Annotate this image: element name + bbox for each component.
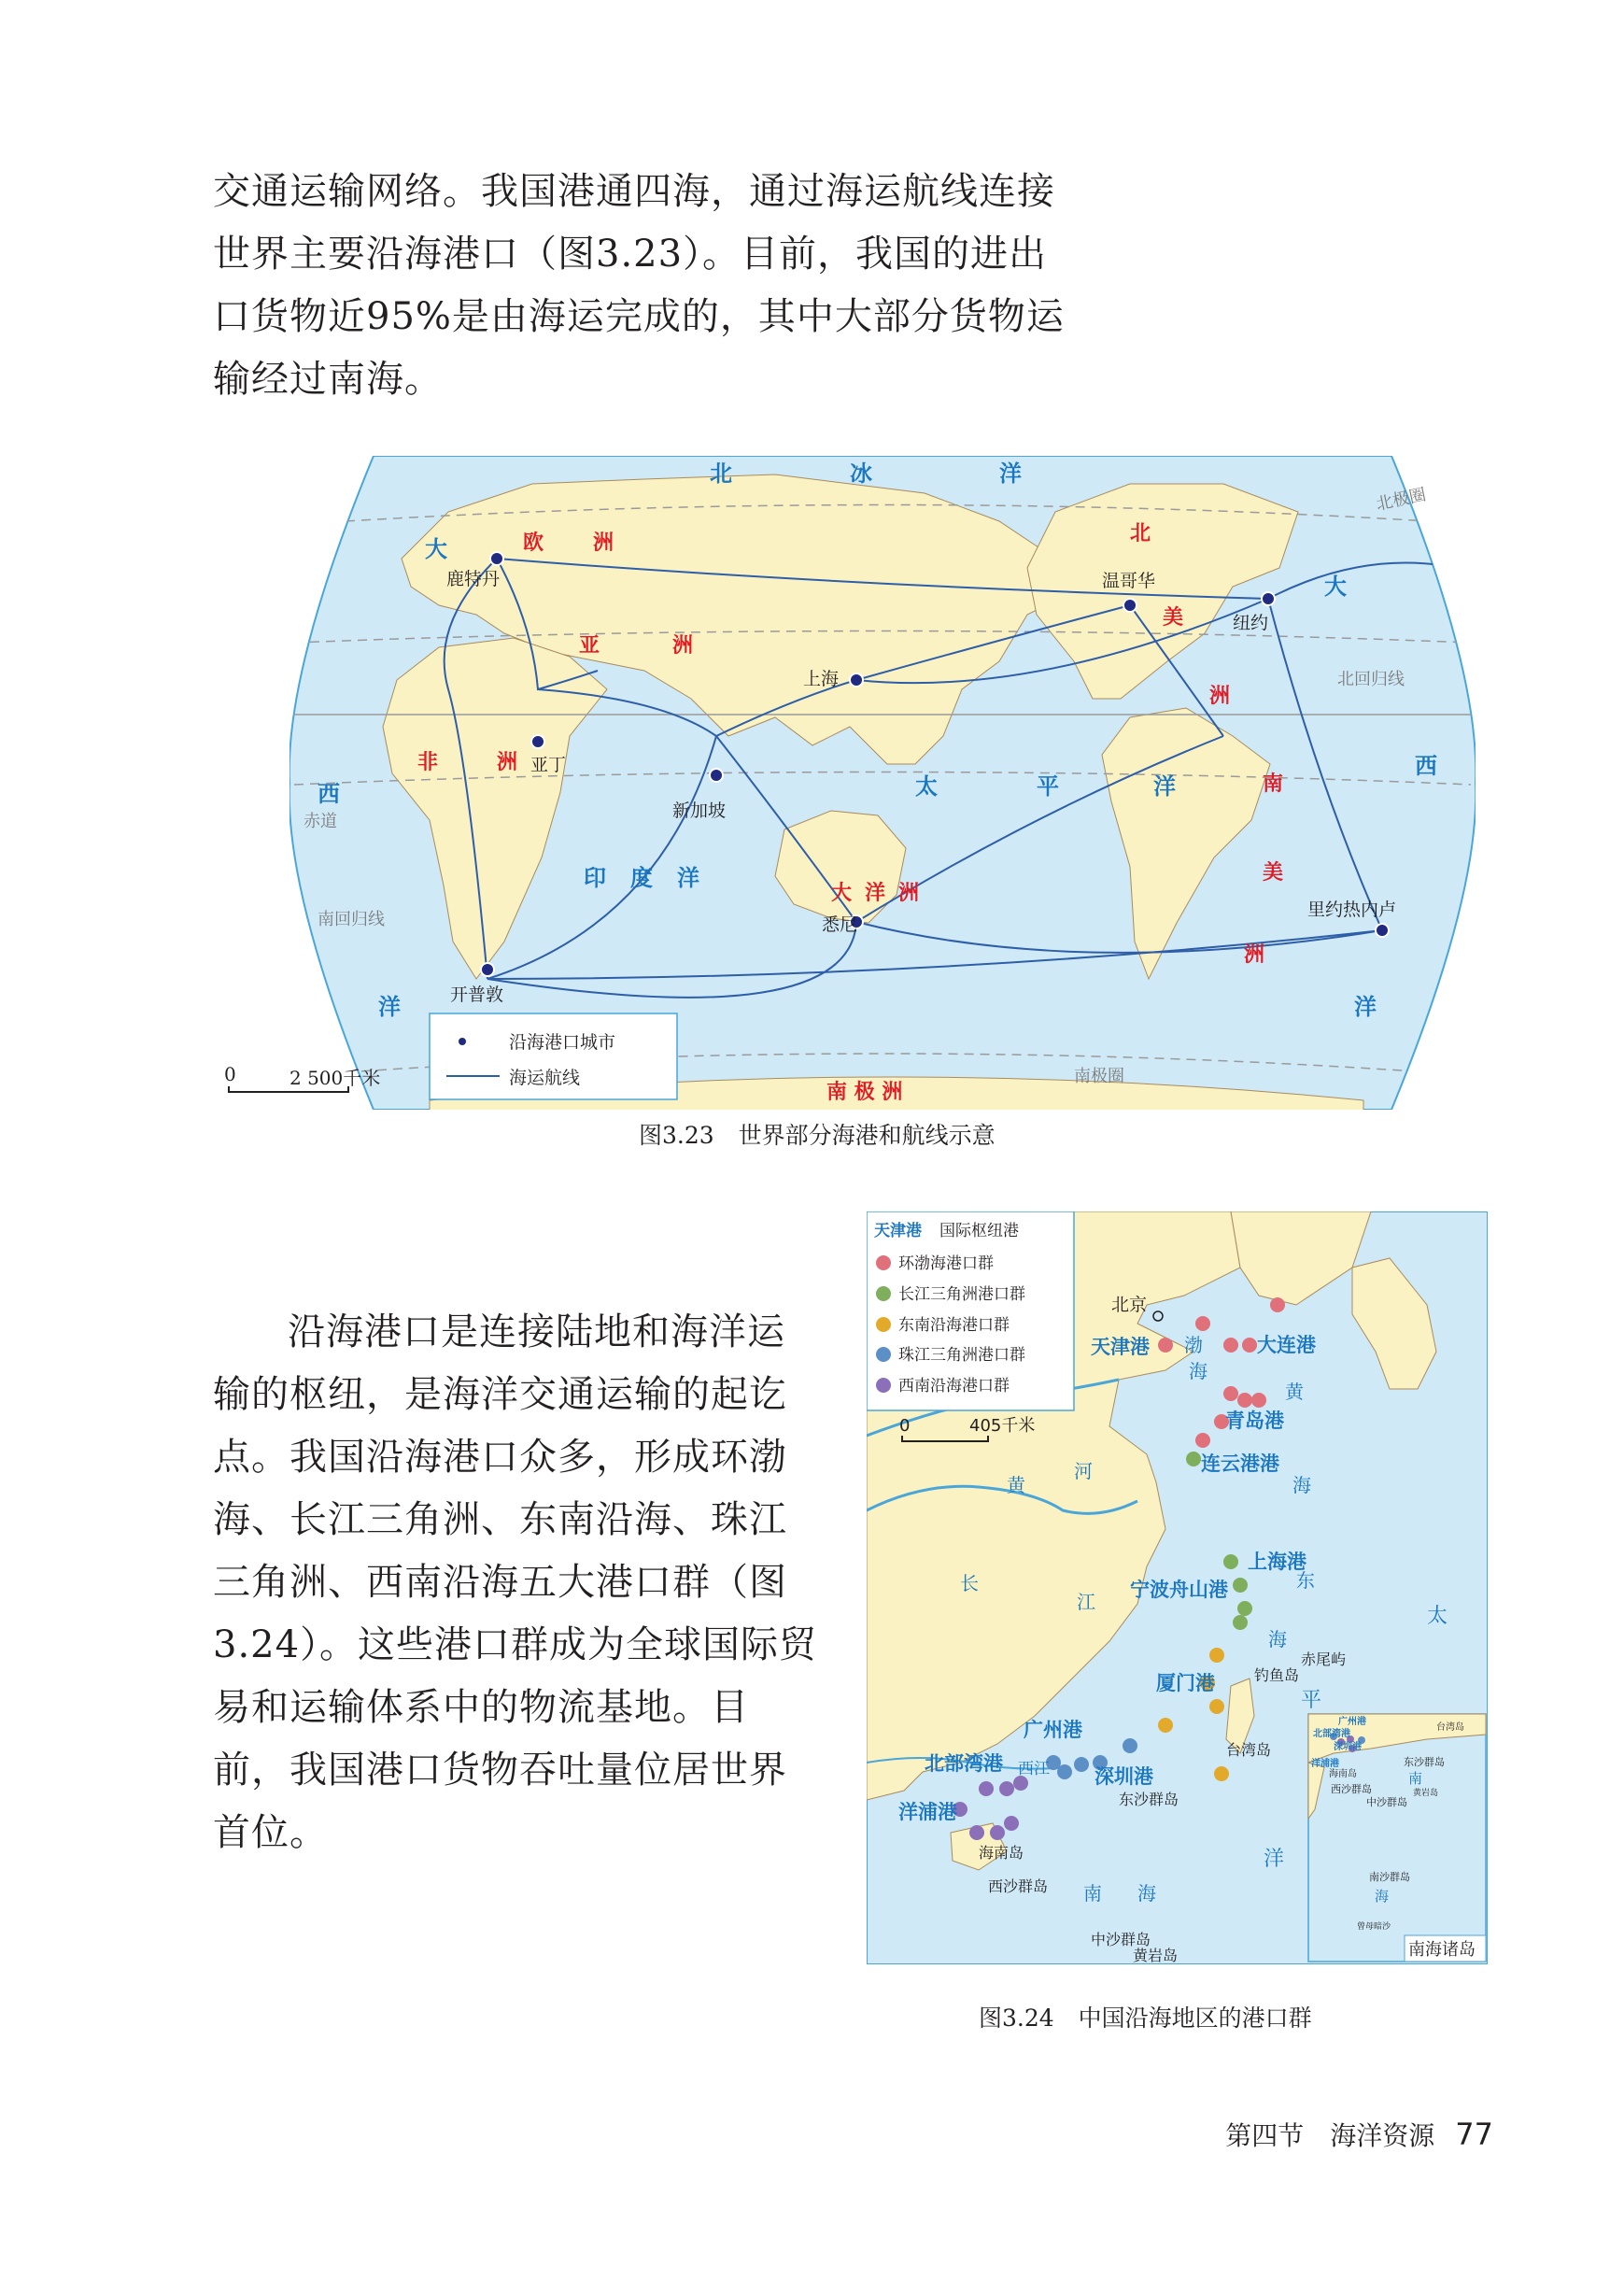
legend-group: 珠江三角洲港口群 xyxy=(898,1346,1025,1365)
port-label: 青岛港 xyxy=(1225,1410,1284,1432)
water-label: 海 xyxy=(1137,1882,1156,1905)
port-label: 纽约 xyxy=(1233,613,1269,633)
place-label: 西沙群岛 xyxy=(988,1877,1049,1895)
water-label: 河 xyxy=(1074,1460,1093,1482)
inset-label: 深圳港 xyxy=(1334,1742,1362,1752)
water-label: 太 xyxy=(1427,1605,1448,1628)
port-singapore-dot xyxy=(710,769,723,782)
figure2-caption xyxy=(979,2000,1312,2033)
figure1-caption xyxy=(639,1117,996,1151)
legend-group: 东南沿海港口群 xyxy=(898,1316,1010,1335)
ocean-label: 洋 xyxy=(1354,994,1377,1020)
ocean-label: 冰 xyxy=(850,460,872,487)
scale-distance: 2 500千米 xyxy=(289,1067,381,1089)
inset-water-label: 海 xyxy=(1375,1888,1390,1905)
body-paragraph-2: 沿海港口是连接陆地和海洋运输的枢纽，是海洋交通运输的起讫点。我国沿海港口众多，形成环渤海、长江三角洲、东南沿海、珠江三角洲、西南沿海五大港口群（图3.24）。这些港口群成为全球国际贸易和运输体系中的物流基地。目前，我国港口货物吞吐量位居世界首位。 xyxy=(213,1310,818,1854)
body-paragraph-1: 交通运输网络。我国港通四海，通过海运航线连接世界主要沿海港口（图3.23）。目前，我国的进出口货物近95%是由海运完成的，其中大部分货物运输经过南海。 xyxy=(213,170,1065,401)
port-label: 广州港 xyxy=(1024,1719,1082,1741)
world-map xyxy=(289,456,1476,1110)
ocean-label: 度 xyxy=(630,865,653,891)
footer-section: 第四节 海洋资源 xyxy=(1225,2120,1435,2151)
ocean-label: 西 xyxy=(1415,753,1437,779)
port-label: 天津港 xyxy=(1091,1336,1150,1358)
continent-label: 非 xyxy=(417,751,439,774)
figure1-number: 图3.23 xyxy=(639,1122,714,1149)
place-label: 中沙群岛 xyxy=(1091,1931,1151,1948)
scale2-distance: 405千米 xyxy=(969,1416,1036,1436)
legend-hub-example: 天津港 xyxy=(874,1222,922,1240)
port-vancouver-dot xyxy=(1123,599,1137,612)
port-shanghai-dot xyxy=(850,673,863,687)
continent-label: 洲 xyxy=(497,751,518,774)
port-rio-dot xyxy=(1376,924,1389,937)
inset-label: 曾母暗沙 xyxy=(1357,1922,1391,1932)
continent-label: 洲 xyxy=(672,634,694,658)
water-label: 长 xyxy=(960,1572,979,1594)
port-label: 温哥华 xyxy=(1102,571,1156,591)
scale-bar-1 xyxy=(224,1063,402,1091)
latitude-label: 北回归线 xyxy=(1337,670,1405,689)
water-label: 黄 xyxy=(1285,1381,1304,1403)
water-label: 海 xyxy=(1292,1474,1311,1496)
south-sea-inset xyxy=(1308,1714,1486,1962)
continent-label: 大 xyxy=(831,882,853,905)
map-legend xyxy=(430,1013,677,1099)
figure1-title: 世界部分海港和航线示意 xyxy=(738,1122,996,1149)
port-new-york-dot xyxy=(1262,592,1275,605)
place-label: 东沙群岛 xyxy=(1119,1791,1179,1808)
continent-label: 亚 xyxy=(579,634,600,658)
continent-label: 洲 xyxy=(1209,685,1231,708)
water-label: 江 xyxy=(1077,1591,1095,1613)
port-label: 鹿特丹 xyxy=(446,569,501,589)
inset-label: 台湾岛 xyxy=(1436,1722,1464,1733)
inset-label: 广州港 xyxy=(1338,1717,1366,1727)
water-label: 南 xyxy=(1083,1882,1102,1905)
port-label: 厦门港 xyxy=(1156,1672,1215,1694)
port-label: 上海 xyxy=(803,669,840,689)
port-cape-town-dot xyxy=(481,963,494,976)
legend-port-label: 沿海港口城市 xyxy=(509,1032,616,1053)
page-number: 77 xyxy=(1455,2117,1493,2152)
ocean-label: 大 xyxy=(425,536,447,562)
water-label: 海 xyxy=(1268,1628,1287,1650)
water-label: 东 xyxy=(1296,1569,1315,1592)
ocean-label: 大 xyxy=(1324,574,1347,600)
ocean-label: 洋 xyxy=(378,994,401,1020)
inset-label: 黄岩岛 xyxy=(1413,1789,1439,1798)
water-label: 海 xyxy=(1189,1360,1207,1382)
continent-label: 洲 xyxy=(593,531,614,555)
water-label: 平 xyxy=(1301,1689,1322,1712)
inset-label: 洋浦港 xyxy=(1311,1759,1339,1769)
port-label: 亚丁 xyxy=(530,755,567,775)
latitude-label: 赤道 xyxy=(304,812,337,831)
water-label: 西江 xyxy=(1018,1760,1050,1778)
place-label: 钓鱼岛 xyxy=(1254,1666,1300,1684)
ocean-label: 北 xyxy=(710,460,732,487)
port-label: 上海港 xyxy=(1248,1551,1306,1573)
ocean-label: 洋 xyxy=(999,460,1022,487)
inset-label: 西沙群岛 xyxy=(1331,1783,1372,1795)
port-label: 深圳港 xyxy=(1094,1765,1153,1788)
water-label: 黄 xyxy=(1007,1474,1025,1496)
continent-label: 洲 xyxy=(898,882,920,905)
port-label: 洋浦港 xyxy=(898,1801,957,1823)
port-aden-dot xyxy=(531,735,544,748)
port-label: 大连港 xyxy=(1257,1334,1316,1356)
continent-label: 北 xyxy=(1130,522,1151,545)
latitude-label: 南极圈 xyxy=(1074,1067,1124,1086)
water-label: 洋 xyxy=(1264,1848,1285,1871)
scale-zero: 0 xyxy=(224,1063,236,1085)
continent-label: 南 极 洲 xyxy=(826,1081,903,1104)
inset-label: 海南岛 xyxy=(1329,1769,1357,1779)
continent-label: 美 xyxy=(1163,606,1184,630)
ocean-label: 洋 xyxy=(677,865,699,891)
ocean-label: 洋 xyxy=(1153,773,1176,800)
port-label: 连云港港 xyxy=(1201,1452,1279,1475)
china-ports-map xyxy=(867,1211,1488,1964)
legend-route-label: 海运航线 xyxy=(509,1068,581,1088)
place-label: 台湾岛 xyxy=(1226,1741,1272,1759)
port-label: 里约热内卢 xyxy=(1307,900,1397,920)
inset-label: 北部湾港 xyxy=(1313,1729,1350,1739)
continent-label: 欧 xyxy=(523,531,544,555)
port-label: 悉尼 xyxy=(822,914,858,935)
legend-group: 西南沿海港口群 xyxy=(898,1377,1010,1395)
inset-water-label: 南 xyxy=(1408,1770,1423,1787)
inset-label: 中沙群岛 xyxy=(1366,1796,1407,1808)
continent-label: 南 xyxy=(1263,772,1284,796)
latitude-label: 南回归线 xyxy=(318,910,385,929)
page-footer xyxy=(1225,2116,1493,2153)
legend-group: 长江三角洲港口群 xyxy=(898,1285,1025,1304)
ocean-label: 西 xyxy=(318,781,340,807)
ocean-label: 平 xyxy=(1037,773,1059,800)
port-label: 新加坡 xyxy=(672,800,727,821)
port-rotterdam-dot xyxy=(490,552,503,565)
continent-label: 美 xyxy=(1263,861,1284,885)
port-label: 北部湾港 xyxy=(925,1752,1003,1775)
inset-title: 南海诸岛 xyxy=(1408,1940,1476,1960)
latitude-label: 北极圈 xyxy=(1374,485,1428,515)
place-label: 赤尾屿 xyxy=(1301,1650,1347,1668)
water-label: 渤 xyxy=(1184,1334,1203,1356)
figure2-title: 中国沿海地区的港口群 xyxy=(1078,2005,1312,2032)
place-label: 海南岛 xyxy=(979,1844,1024,1862)
legend-group: 环渤海港口群 xyxy=(898,1254,994,1273)
place-label: 黄岩岛 xyxy=(1133,1947,1179,1964)
figure2-number: 图3.24 xyxy=(979,2005,1054,2032)
ocean-label: 印 xyxy=(584,865,606,891)
inset-label: 南沙群岛 xyxy=(1369,1871,1410,1883)
port-label: 宁波舟山港 xyxy=(1130,1579,1228,1601)
continent-label: 洲 xyxy=(1244,943,1265,967)
ports-legend xyxy=(867,1211,1074,1410)
scale2-zero: 0 xyxy=(899,1416,911,1436)
port-label: 开普敦 xyxy=(450,985,504,1005)
continent-label: 洋 xyxy=(865,882,886,905)
legend-hub-label: 国际枢纽港 xyxy=(939,1222,1019,1240)
inset-label: 东沙群岛 xyxy=(1404,1756,1445,1768)
ocean-label: 太 xyxy=(915,773,938,800)
place-label: 北京 xyxy=(1111,1295,1148,1315)
